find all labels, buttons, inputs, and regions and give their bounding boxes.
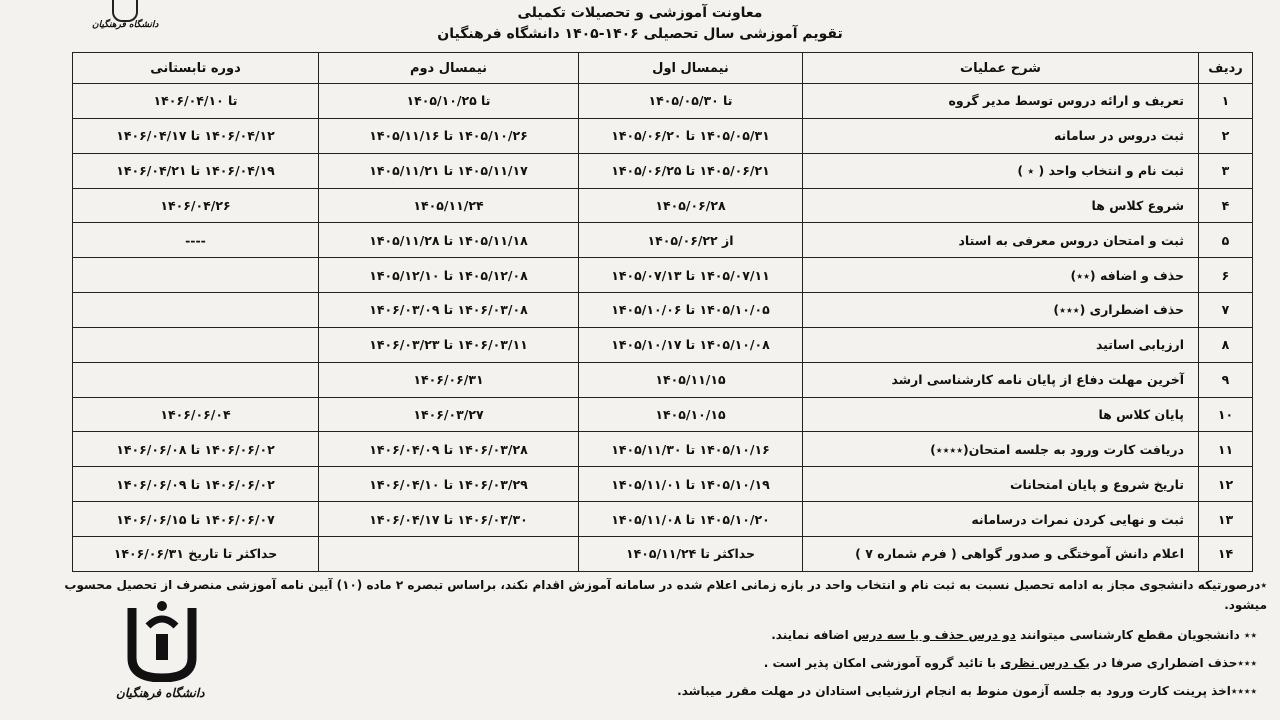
header-row-number: ردیف xyxy=(1199,53,1253,84)
table-row xyxy=(73,153,1253,188)
semester-2-cell: ۱۴۰۶/۰۶/۳۱ xyxy=(319,362,579,397)
semester-1-cell: ۱۴۰۵/۰۶/۲۱ تا ۱۴۰۵/۰۶/۲۵ xyxy=(579,153,803,188)
summer-cell: ۱۴۰۶/۰۴/۱۲ تا ۱۴۰۶/۰۴/۱۷ xyxy=(73,118,319,153)
description-cell: ثبت نام و انتخاب واحد ( ٭ ) xyxy=(803,153,1199,188)
semester-1-cell: ۱۴۰۵/۰۷/۱۱ تا ۱۴۰۵/۰۷/۱۳ xyxy=(579,258,803,293)
summer-cell xyxy=(73,327,319,362)
university-logo xyxy=(116,598,206,718)
table-row xyxy=(73,502,1253,537)
table-row xyxy=(73,397,1253,432)
row-number-cell: ۱۰ xyxy=(1199,397,1253,432)
table-row xyxy=(73,258,1253,293)
summer-cell: ۱۴۰۶/۰۴/۲۶ xyxy=(73,188,319,223)
summer-cell: ۱۴۰۶/۰۴/۱۹ تا ۱۴۰۶/۰۴/۲۱ xyxy=(73,153,319,188)
semester-2-cell: ۱۴۰۶/۰۳/۰۸ تا ۱۴۰۶/۰۳/۰۹ xyxy=(319,293,579,328)
academic-calendar-table xyxy=(72,52,1253,572)
row-number-cell: ۲ xyxy=(1199,118,1253,153)
header-calendar-title: تقویم آموزشی سال تحصیلی ۱۴۰۶-۱۴۰۵ دانشگاه فرهنگیان xyxy=(437,26,843,42)
summer-cell: تا ۱۴۰۶/۰۴/۱۰ xyxy=(73,84,319,119)
semester-1-cell: ۱۴۰۵/۱۰/۱۵ xyxy=(579,397,803,432)
description-cell: پایان کلاس ها xyxy=(803,397,1199,432)
note-2-text: ٭٭ دانشجویان مقطع کارشناسی میتوانند xyxy=(1015,628,1257,642)
description-cell: تعریف و ارائه دروس توسط مدیر گروه xyxy=(803,84,1199,119)
semester-1-cell: تا ۱۴۰۵/۰۵/۳۰ xyxy=(579,84,803,119)
note-3-underlined: یک درس نظری xyxy=(1000,656,1090,670)
table-row xyxy=(73,432,1253,467)
row-number-cell: ۱۴ xyxy=(1199,536,1253,571)
summer-cell xyxy=(73,258,319,293)
description-cell: شروع کلاس ها xyxy=(803,188,1199,223)
semester-2-cell: ۱۴۰۶/۰۳/۱۱ تا ۱۴۰۶/۰۳/۲۳ xyxy=(319,327,579,362)
description-cell: ثبت و نهایی کردن نمرات درسامانه xyxy=(803,502,1199,537)
semester-1-cell: ۱۴۰۵/۱۱/۱۵ xyxy=(579,362,803,397)
semester-2-cell: ۱۴۰۵/۱۱/۱۷ تا ۱۴۰۵/۱۱/۲۱ xyxy=(319,153,579,188)
row-number-cell: ۷ xyxy=(1199,293,1253,328)
row-number-cell: ۱۱ xyxy=(1199,432,1253,467)
semester-2-cell: ۱۴۰۵/۱۱/۱۸ تا ۱۴۰۵/۱۱/۲۸ xyxy=(319,223,579,258)
description-cell: ثبت دروس در سامانه xyxy=(803,118,1199,153)
note-3-end: با تائید گروه آموزشی امکان پذیر است . xyxy=(763,656,1001,670)
semester-2-cell: ۱۴۰۶/۰۳/۳۰ تا ۱۴۰۶/۰۴/۱۷ xyxy=(319,502,579,537)
note-3-text: ٭٭٭حذف اضطراری صرفا در xyxy=(1089,656,1257,670)
description-cell: اعلام دانش آموختگی و صدور گواهی ( فرم شماره ۷ ) xyxy=(803,536,1199,571)
row-number-cell: ۴ xyxy=(1199,188,1253,223)
semester-1-cell: از ۱۴۰۵/۰۶/۲۲ xyxy=(579,223,803,258)
header-semester-1: نیمسال اول xyxy=(579,53,803,84)
row-number-cell: ۶ xyxy=(1199,258,1253,293)
row-number-cell: ۱۳ xyxy=(1199,502,1253,537)
summer-cell xyxy=(73,293,319,328)
summer-cell: ۱۴۰۶/۰۶/۰۲ تا ۱۴۰۶/۰۶/۰۸ xyxy=(73,432,319,467)
header-summer: دوره تابستانی xyxy=(73,53,319,84)
note-2 xyxy=(771,628,1257,642)
semester-1-cell: حداکثر تا ۱۴۰۵/۱۱/۲۴ xyxy=(579,536,803,571)
semester-1-cell: ۱۴۰۵/۱۰/۰۵ تا ۱۴۰۵/۱۰/۰۶ xyxy=(579,293,803,328)
semester-2-cell: ۱۴۰۶/۰۳/۲۷ xyxy=(319,397,579,432)
row-number-cell: ۱ xyxy=(1199,84,1253,119)
note-1: ٭درصورتیکه دانشجوی مجاز به ادامه تحصیل نسبت به ثبت نام و انتخاب واحد در بازه زمانی اعلام شده در سامانه آموزش اقدام نکند، براساس تبصره ۲ ماده (۱۰) آیین نامه آموزشی منصرف از تحصیل محسوب xyxy=(64,578,1267,592)
semester-2-cell xyxy=(319,536,579,571)
semester-2-cell: ۱۴۰۵/۱۲/۰۸ تا ۱۴۰۵/۱۲/۱۰ xyxy=(319,258,579,293)
semester-2-cell: ۱۴۰۵/۱۱/۲۴ xyxy=(319,188,579,223)
row-number-cell: ۹ xyxy=(1199,362,1253,397)
table-row xyxy=(73,293,1253,328)
summer-cell xyxy=(73,362,319,397)
description-cell: دریافت کارت ورود به جلسه امتحان(٭٭٭٭) xyxy=(803,432,1199,467)
note-4: ٭٭٭٭اخذ پرینت کارت ورود به جلسه آزمون منوط به انجام ارزشیابی استادان در مهلت مقرر میباشد. xyxy=(677,684,1257,698)
logo-top-text: دانشگاه فرهنگیان xyxy=(92,20,159,30)
summer-cell: ۱۴۰۶/۰۶/۰۲ تا ۱۴۰۶/۰۶/۰۹ xyxy=(73,467,319,502)
table-row xyxy=(73,84,1253,119)
note-2-underlined: دو درس حذف و یا سه درس xyxy=(852,628,1016,642)
header-semester-2: نیمسال دوم xyxy=(319,53,579,84)
description-cell: آخرین مهلت دفاع از پایان نامه کارشناسی ارشد xyxy=(803,362,1199,397)
logo-mark-icon xyxy=(112,0,138,22)
row-number-cell: ۸ xyxy=(1199,327,1253,362)
summer-cell: ۱۴۰۶/۰۶/۰۴ xyxy=(73,397,319,432)
row-number-cell: ۱۲ xyxy=(1199,467,1253,502)
university-logo-top xyxy=(92,0,158,34)
semester-2-cell: ۱۴۰۶/۰۳/۲۸ تا ۱۴۰۶/۰۴/۰۹ xyxy=(319,432,579,467)
table-row xyxy=(73,327,1253,362)
semester-2-cell: ۱۴۰۶/۰۳/۲۹ تا ۱۴۰۶/۰۴/۱۰ xyxy=(319,467,579,502)
table-row xyxy=(73,362,1253,397)
table-row xyxy=(73,188,1253,223)
summer-cell: ۱۴۰۶/۰۶/۰۷ تا ۱۴۰۶/۰۶/۱۵ xyxy=(73,502,319,537)
table-row xyxy=(73,118,1253,153)
semester-2-cell: تا ۱۴۰۵/۱۰/۲۵ xyxy=(319,84,579,119)
summer-cell: ---- xyxy=(73,223,319,258)
row-number-cell: ۳ xyxy=(1199,153,1253,188)
semester-1-cell: ۱۴۰۵/۰۶/۲۸ xyxy=(579,188,803,223)
description-cell: حذف و اضافه (٭٭) xyxy=(803,258,1199,293)
logo-caption: دانشگاه فرهنگیان xyxy=(116,686,205,700)
description-cell: حذف اضطراری (٭٭٭) xyxy=(803,293,1199,328)
semester-2-cell: ۱۴۰۵/۱۰/۲۶ تا ۱۴۰۵/۱۱/۱۶ xyxy=(319,118,579,153)
table-row xyxy=(73,536,1253,571)
header-description: شرح عملیات xyxy=(803,53,1199,84)
note-3 xyxy=(764,656,1257,670)
note-1-continued: میشود. xyxy=(1224,598,1267,612)
semester-1-cell: ۱۴۰۵/۰۵/۳۱ تا ۱۴۰۵/۰۶/۲۰ xyxy=(579,118,803,153)
semester-1-cell: ۱۴۰۵/۱۰/۲۰ تا ۱۴۰۵/۱۱/۰۸ xyxy=(579,502,803,537)
university-emblem-icon xyxy=(122,598,202,682)
table-header-row xyxy=(73,53,1253,84)
description-cell: تاریخ شروع و پایان امتحانات xyxy=(803,467,1199,502)
semester-1-cell: ۱۴۰۵/۱۰/۰۸ تا ۱۴۰۵/۱۰/۱۷ xyxy=(579,327,803,362)
description-cell: ارزیابی اساتید xyxy=(803,327,1199,362)
header-deputy-title: معاونت آموزشی و تحصیلات تکمیلی xyxy=(517,5,763,21)
semester-1-cell: ۱۴۰۵/۱۰/۱۹ تا ۱۴۰۵/۱۱/۰۱ xyxy=(579,467,803,502)
note-2-end: اضافه نمایند. xyxy=(771,628,853,642)
summer-cell: حداکثر تا تاریخ ۱۴۰۶/۰۶/۳۱ xyxy=(73,536,319,571)
row-number-cell: ۵ xyxy=(1199,223,1253,258)
table-row xyxy=(73,467,1253,502)
table-row xyxy=(73,223,1253,258)
semester-1-cell: ۱۴۰۵/۱۰/۱۶ تا ۱۴۰۵/۱۱/۳۰ xyxy=(579,432,803,467)
description-cell: ثبت و امتحان دروس معرفی به استاد xyxy=(803,223,1199,258)
